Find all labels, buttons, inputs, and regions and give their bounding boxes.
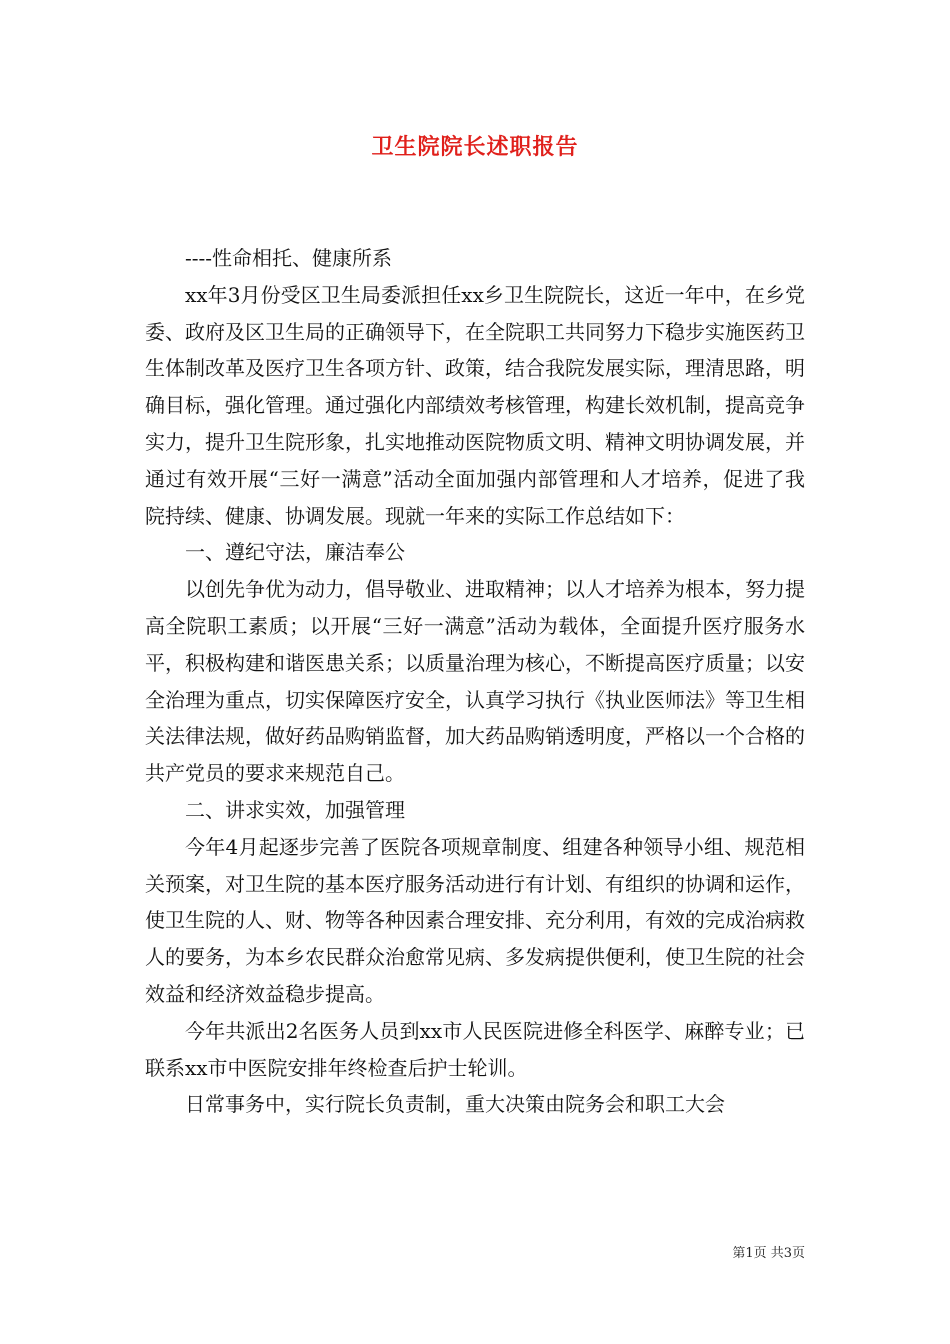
document-body [145,240,805,1123]
paragraph-section-1: 以创先争优为动力，倡导敬业、进取精神；以人才培养为根本，努力提高全院职工素质；以开展“三好一满意”活动为载体，全面提升医疗服务水平，积极构建和谐医患关系；以质量治理为核心，不断提高医疗质量；以安全治理为重点，切实保障医疗安全，认真学习执行《执业医师法》等卫生相关法律法规，做好药品购销监督，加大药品购销透明度，严格以一个合格的共产党员的要求来规范自己。 [145,577,805,786]
paragraph-training: 今年共派出2名医务人员到xx市人民医院进修全科医学、麻醉专业；已联系xx市中医院安排年终检查后护士轮训。 [145,1018,805,1080]
section-heading-2: 二、讲求实效，加强管理 [185,797,405,822]
paragraph-intro: xx年3月份受区卫生局委派担任xx乡卫生院院长，这近一年中，在乡党委、政府及区卫生局的正确领导下，在全院职工共同努力下稳步实施医药卫生体制改革及医疗卫生各项方针、政策，结合我院发展实际，理清思路，明确目标，强化管理。通过强化内部绩效考核管理，构建长效机制，提高竞争实力，提升卫生院形象，扎实地推动医院物质文明、精神文明协调发展，并通过有效开展“三好一满意”活动全面加强内部管理和人才培养，促进了我院持续、健康、协调发展。现就一年来的实际工作总结如下： [145,282,805,528]
paragraph-daily-affairs: 日常事务中，实行院长负责制，重大决策由院务会和职工大会 [185,1092,725,1117]
paragraph-section-2: 今年4月起逐步完善了医院各项规章制度、组建各种领导小组、规范相关预案，对卫生院的基本医疗服务活动进行有计划、有组织的协调和运作，使卫生院的人、财、物等各种因素合理安排、充分利用，有效的完成治病救人的要务，为本乡农民群众治愈常见病、多发病提供便利，使卫生院的社会效益和经济效益稳步提高。 [145,834,805,1006]
document-subtitle: ----性命相托、健康所系 [185,246,393,270]
section-heading-1: 一、遵纪守法，廉洁奉公 [185,540,405,565]
document-title: 卫生院院长述职报告 [371,134,579,160]
page-number: 第1页 共3页 [732,1246,805,1261]
